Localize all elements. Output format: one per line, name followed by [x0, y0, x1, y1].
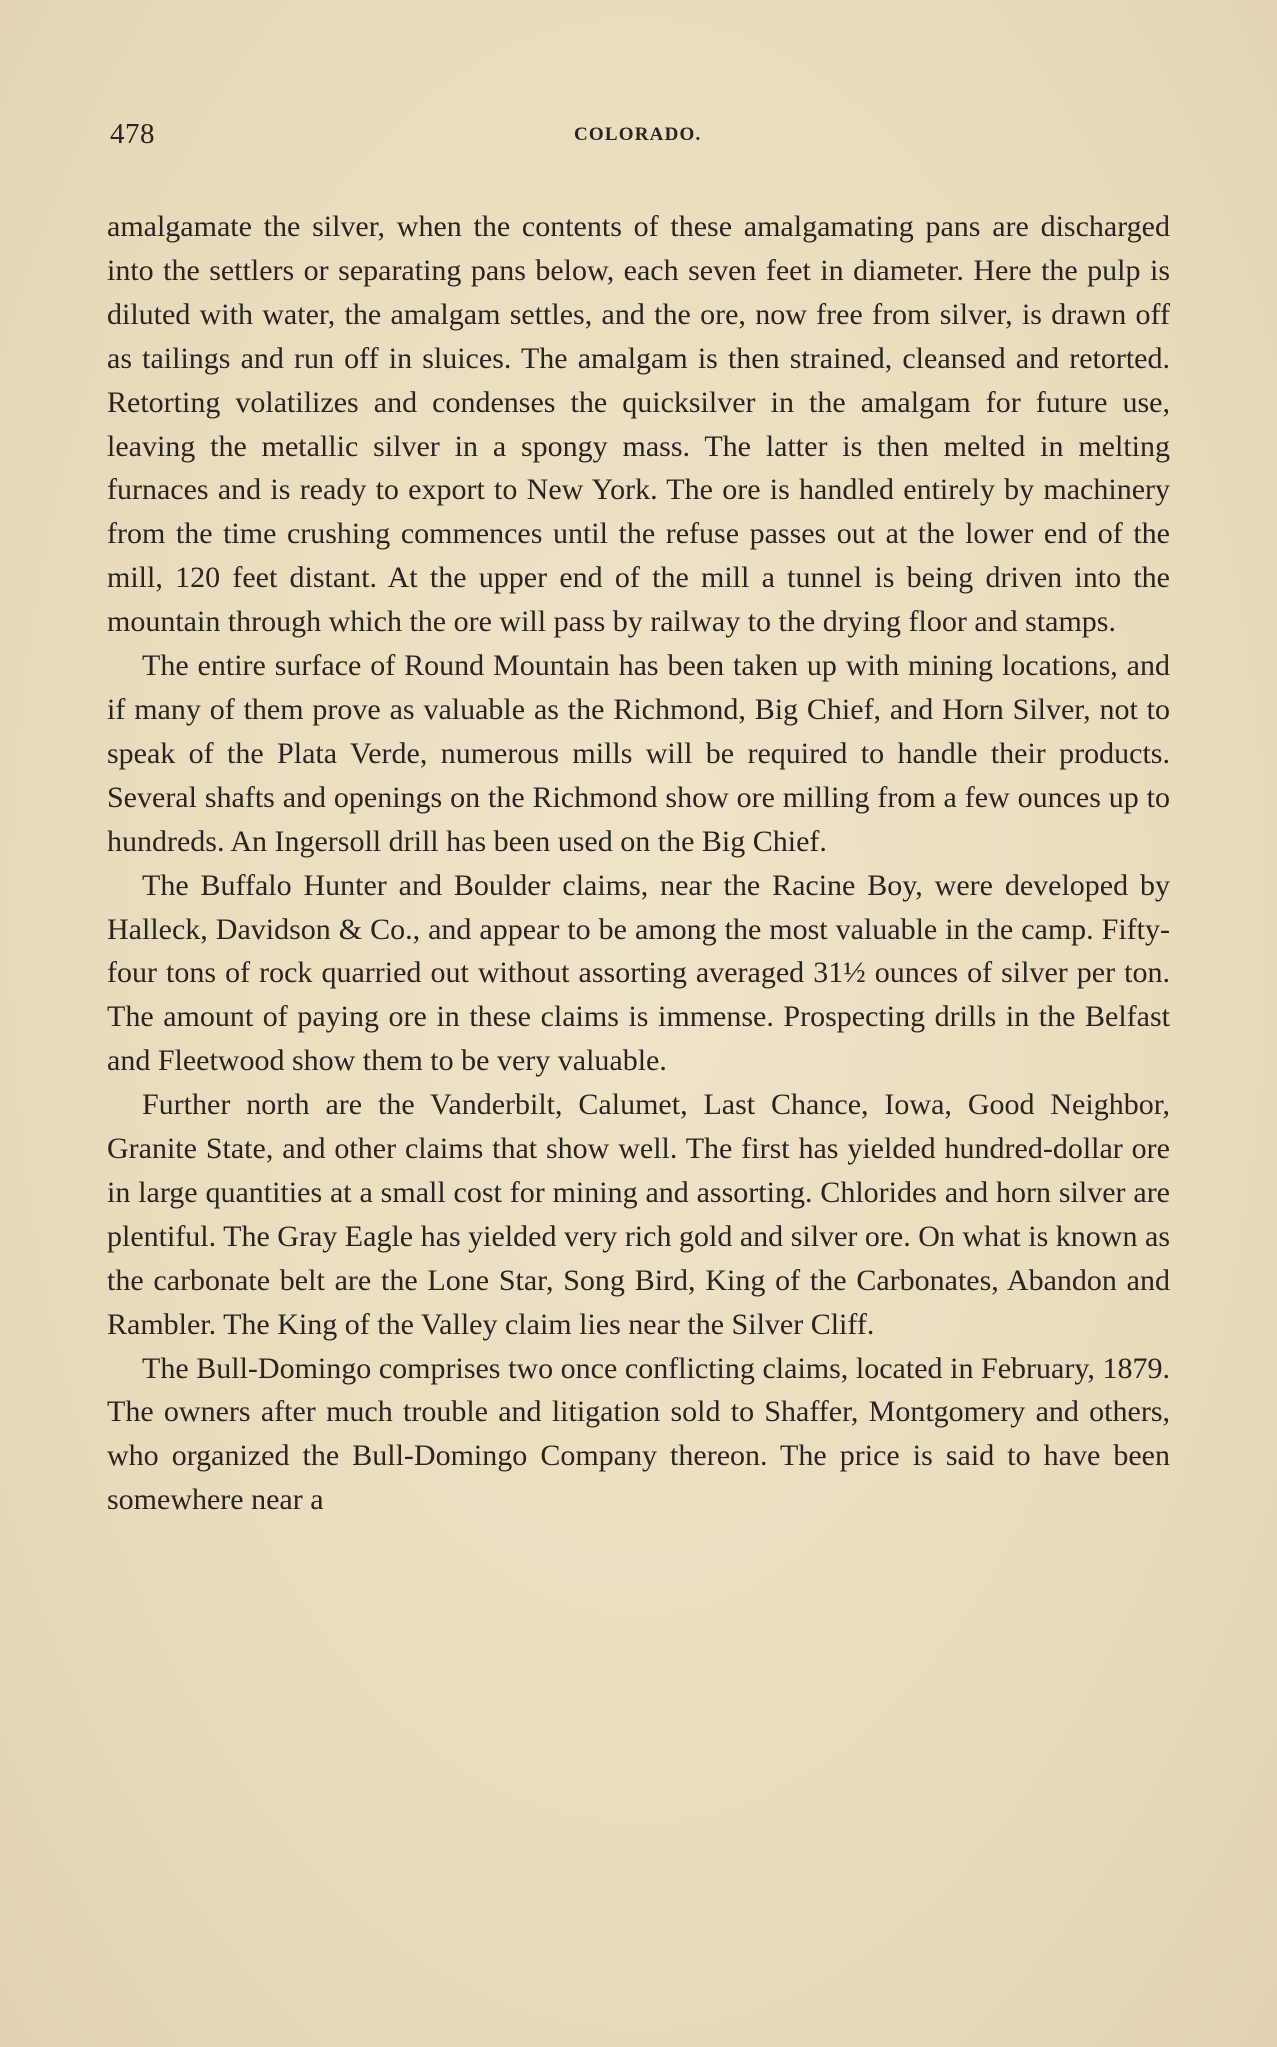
paragraph: The Buffalo Hunter and Boulder claims, near the Racine Boy, were developed by Halleck, Davidson & Co., and appear to be among the most valuable in the camp. Fifty-four tons of rock quarried out without assorting averaged 31½ ounces of silver per ton. The amount of paying ore in these claims is immense. Prospecting drills in the Belfast and Fleetwood show them to be very valuable.	[107, 868, 1170, 1078]
page-number: 478	[110, 118, 155, 150]
page-header	[108, 118, 1170, 158]
running-head: COLORADO.	[574, 124, 702, 145]
body-text	[107, 205, 1170, 1522]
paragraph: The entire surface of Round Mountain has been taken up with mining locations, and if many of them prove as valuable as the Richmond, Big Chief, and Horn Silver, not to speak of the Plata Verde, numerous mills will be required to handle their products. Several shafts and openings on the Richmond show ore milling from a few ounces up to hundreds. An Ingersoll drill has been used on the Big Chief.	[107, 649, 1170, 858]
paragraph: Further north are the Vanderbilt, Calumet, Last Chance, Iowa, Good Neighbor, Granite State, and other claims that show well. The first has yielded hundred-dollar ore in large quantities at a small cost for mining and assorting. Chlorides and horn silver are plentiful. The Gray Eagle has yielded very rich gold and silver ore. On what is known as the carbonate belt are the Lone Star, Song Bird, King of the Carbonates, Abandon and Rambler. The King of the Valley claim lies near the Silver Cliff.	[107, 1088, 1170, 1341]
paragraph: The Bull-Domingo comprises two once conflicting claims, located in February, 1879. The owners after much trouble and litigation sold to Shaffer, Montgomery and others, who organized the Bull-Domingo Company thereon. The price is said to have been somewhere near a	[107, 1351, 1170, 1517]
paragraph: amalgamate the silver, when the contents of these amalgamating pans are discharged into the settlers or separating pans below, each seven feet in diameter. Here the pulp is diluted with water, the amalgam settles, and the ore, now free from silver, is drawn off as tailings and run off in sluices. The amalgam is then strained, cleansed and retorted. Retorting volatilizes and condenses the quicksilver in the amalgam for future use, leaving the metallic silver in a spongy mass. The latter is then melted in melting furnaces and is ready to export to New York. The ore is handled entirely by machinery from the time crushing commences until the refuse passes out at the lower end of the mill, 120 feet distant. At the upper end of the mill a tunnel is being driven into the mountain through which the ore will pass by railway to the drying floor and stamps.	[107, 210, 1170, 639]
